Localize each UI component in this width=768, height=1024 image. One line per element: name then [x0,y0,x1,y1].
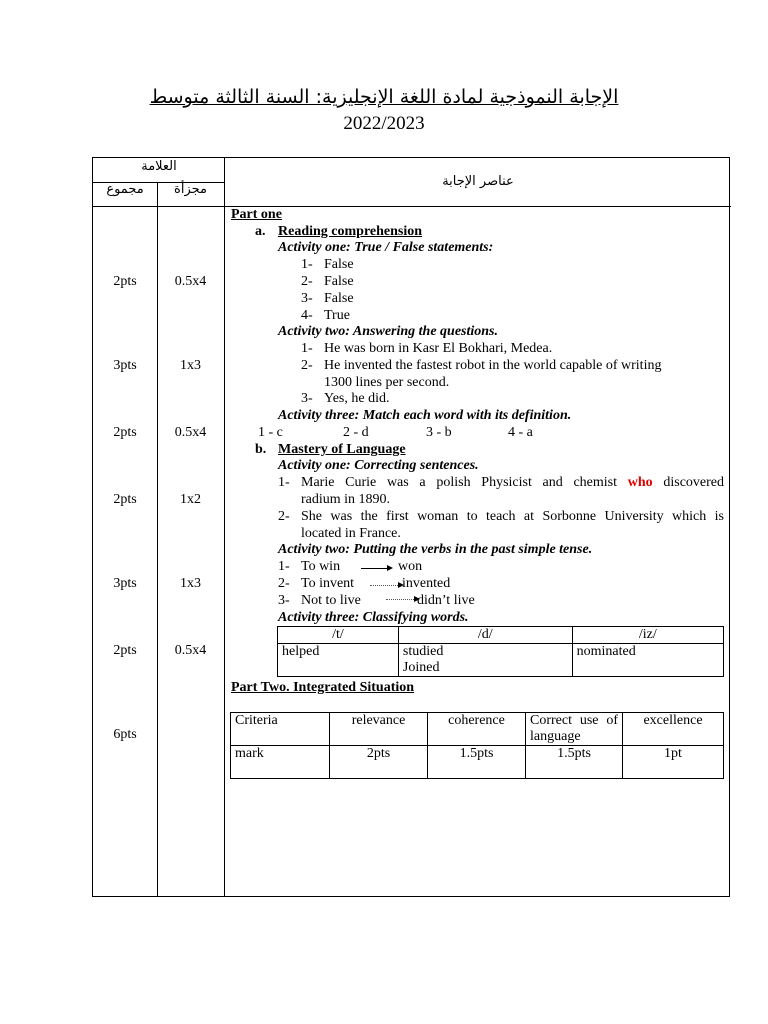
table-header-cell: /d/ [398,627,572,644]
arrow-icon [361,568,391,569]
list-number: 2- [278,509,290,524]
verb-base: To invent [301,576,355,591]
criteria-table [230,712,724,779]
table-cell [278,644,399,677]
section-a-title: Reading comprehension [278,224,423,239]
answer-elements-header: عناصر الإجابة [442,174,514,189]
table-header-cell: Correct use of language [526,713,623,746]
list-number: 3- [278,593,290,608]
mark-partial: 1x3 [180,358,201,373]
list-item: False [324,274,354,289]
table-header-cell: /iz/ [572,627,723,644]
mark-total: 6pts [113,727,137,742]
document-year: 2022/2023 [343,113,425,134]
part-two-title: Part Two. Integrated Situation [231,680,415,695]
answer-key-table [92,157,730,897]
divider-marks-answers [224,158,225,896]
activity-title: Activity three: Match each word with its definition. [278,408,572,423]
verb-past: won [398,559,423,574]
mark-partial: 0.5x4 [174,274,207,289]
table-cell: mark [231,746,330,779]
list-number: 1- [278,475,290,490]
arrow-icon [386,599,418,600]
table-cell: 1.5pts [428,746,526,779]
mark-total: 2pts [113,274,137,289]
mark-total: 3pts [113,576,137,591]
mark-partial: 1x2 [180,492,201,507]
grade-header: العلامة [141,159,177,174]
table-header-cell: relevance [330,713,428,746]
part-one-title: Part one [231,207,282,222]
mark-total: 3pts [113,358,137,373]
verb-past: didn’t live [417,593,475,608]
table-row [278,627,724,644]
classified-word: nominated [576,644,636,659]
activity-title: Activity two: Answering the questions. [278,324,499,339]
list-item: He was born in Kasr El Bokhari, Medea. [324,341,553,356]
match-answer: 3 - b [426,425,452,440]
table-header-cell: excellence [623,713,724,746]
verb-base: To win [301,559,341,574]
arrow-icon [370,585,402,586]
list-item-continued: 1300 lines per second. [324,375,450,390]
table-cell: 1.5pts [526,746,623,779]
classification-table [277,626,724,677]
classified-word: studied [402,644,444,659]
list-number: 3- [301,291,313,306]
header-bottom-divider [93,206,731,207]
list-item: False [324,291,354,306]
match-answer: 4 - a [508,425,533,440]
list-number: 1- [301,341,313,356]
mark-total: 2pts [113,492,137,507]
activity-title: Activity two: Putting the verbs in the past simple tense. [278,542,593,557]
table-header-cell: Criteria [231,713,330,746]
sentence-part: Marie Curie was a polish Physicist and chemist [301,475,618,490]
mark-total: 2pts [113,425,137,440]
section-b-title: Mastery of Language [278,442,406,457]
corrected-sentence: She was the first woman to teach at Sorbonne University which is [301,509,724,524]
list-item: He invented the fastest robot in the world capable of writing [324,358,662,373]
list-item-continued: radium in 1890. [301,492,391,507]
table-row [231,746,724,779]
list-item: False [324,257,354,272]
activity-title: Activity three: Classifying words. [278,610,469,625]
classified-word: Joined [402,660,440,675]
activity-title: Activity one: True / False statements: [278,240,494,255]
table-header-cell: coherence [428,713,526,746]
list-number: 2- [301,274,313,289]
list-number: 1- [301,257,313,272]
list-item-continued: located in France. [301,526,401,541]
corrected-sentence [301,475,724,491]
list-number: 3- [301,391,313,406]
list-number: 2- [278,576,290,591]
list-item: True [324,308,350,323]
verb-past: invented [402,576,451,591]
classified-word: helped [282,644,320,659]
table-cell: 1pt [623,746,724,779]
list-item: Yes, he did. [324,391,390,406]
section-b-prefix: b. [255,442,267,457]
table-cell [398,644,572,677]
list-number: 1- [278,559,290,574]
partial-header: مجزأة [174,182,207,197]
mark-total: 2pts [113,643,137,658]
total-header: مجموع [106,182,144,197]
list-number: 2- [301,358,313,373]
match-answer: 1 - c [258,425,283,440]
highlighted-correction: who [627,475,653,490]
mark-partial: 0.5x4 [174,643,207,658]
table-row [278,644,724,677]
mark-partial: 0.5x4 [174,425,207,440]
activity-title: Activity one: Correcting sentences. [278,458,479,473]
verb-base: Not to live [301,593,361,608]
mark-partial: 1x3 [180,576,201,591]
section-a-prefix: a. [255,224,266,239]
table-cell [572,644,723,677]
table-header-cell: /t/ [278,627,399,644]
sentence-part: discovered [663,475,725,490]
document-title: الإجابة النموذجية لمادة اللغة الإنجليزية: السنة الثالثة متوسط [149,86,619,108]
table-cell: 2pts [330,746,428,779]
table-row [231,713,724,746]
list-number: 4- [301,308,313,323]
match-answer: 2 - d [343,425,369,440]
